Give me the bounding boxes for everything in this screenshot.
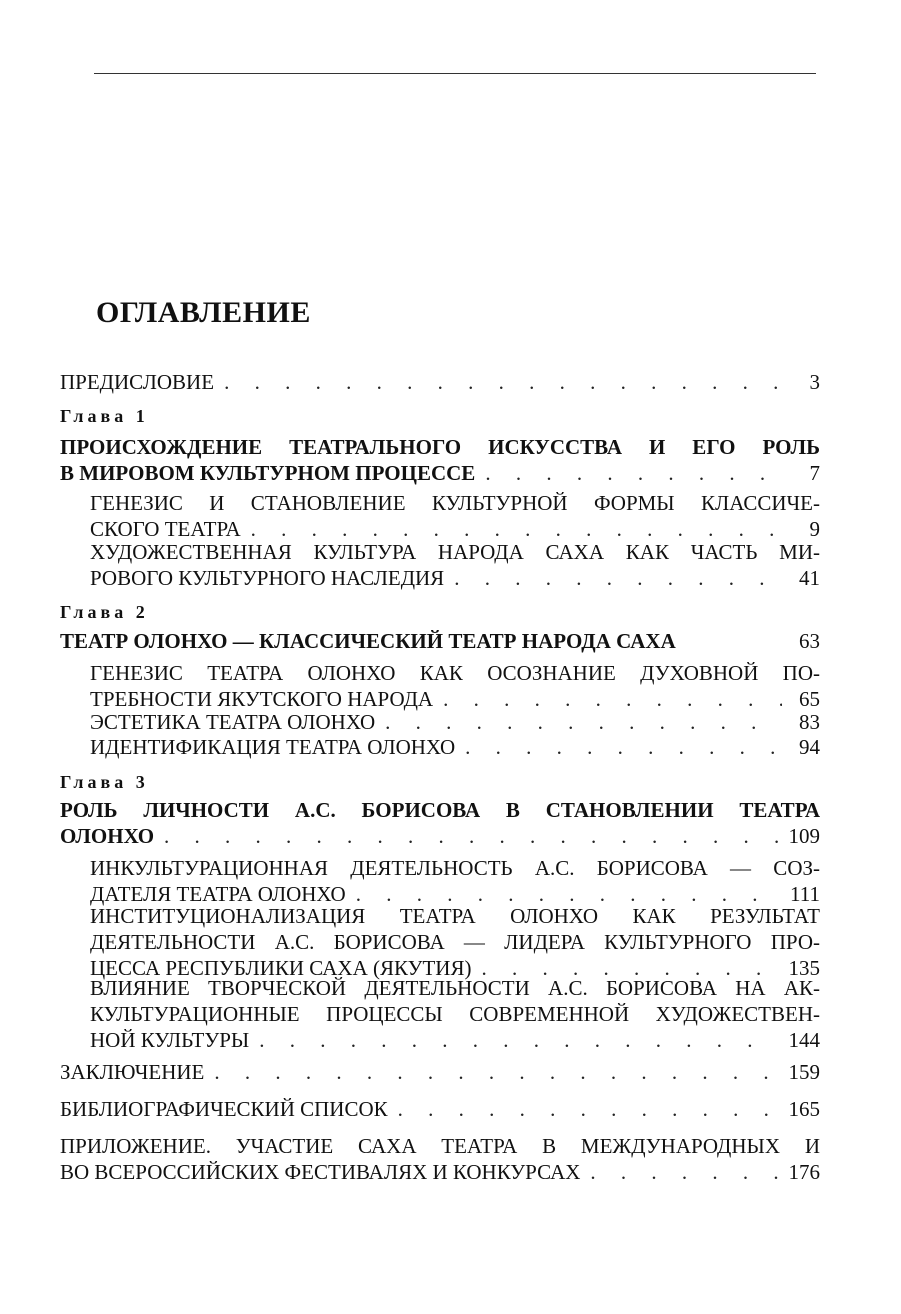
toc-page-number: 7 xyxy=(809,461,820,485)
toc-entry-title-line: РОВОГО КУЛЬТУРНОГО НАСЛЕДИЯ xyxy=(90,566,445,590)
toc-entry-bibliography[interactable] xyxy=(60,1096,820,1122)
toc-page-number: 144 xyxy=(788,1028,820,1052)
chapter-label-2: Глава 2 xyxy=(60,602,149,622)
toc-entry-title-line: КУЛЬТУРАЦИОННЫЕ ПРОЦЕССЫ СОВРЕМЕННОЙ ХУДОЖЕСТВЕН- xyxy=(90,1002,820,1026)
leader-dots xyxy=(164,823,778,849)
toc-entry-title: БИБЛИОГРАФИЧЕСКИЙ СПИСОК xyxy=(60,1097,388,1121)
toc-entry-conclusion[interactable] xyxy=(60,1059,820,1085)
toc-page-number: 3 xyxy=(809,370,820,394)
toc-entry-section-2-1[interactable] xyxy=(90,660,820,712)
leader-dots xyxy=(590,1159,778,1185)
toc-entry-section-1-1[interactable] xyxy=(90,490,820,542)
toc-entry-appendix[interactable] xyxy=(60,1133,820,1185)
toc-page-number: 159 xyxy=(788,1060,820,1084)
toc-entry-title: ЭСТЕТИКА ТЕАТРА ОЛОНХО xyxy=(90,710,376,734)
toc-entry-title-line: ПРИЛОЖЕНИЕ. УЧАСТИЕ САХА ТЕАТРА В МЕЖДУНАРОДНЫХ И xyxy=(60,1134,820,1158)
chapter-label-1: Глава 1 xyxy=(60,406,149,426)
toc-entry-title-line: НОЙ КУЛЬТУРЫ xyxy=(90,1028,250,1052)
leader-dots xyxy=(214,1059,778,1085)
toc-entry-section-1-2[interactable] xyxy=(90,539,820,591)
leader-dots xyxy=(454,565,782,591)
toc-entry-title: ТЕАТР ОЛОНХО — КЛАССИЧЕСКИЙ ТЕАТР НАРОДА САХА xyxy=(60,629,676,653)
toc-entry-title-line: ГЕНЕЗИС ТЕАТРА ОЛОНХО КАК ОСОЗНАНИЕ ДУХОВНОЙ ПО- xyxy=(90,661,820,685)
toc-page-number: 41 xyxy=(799,566,820,590)
toc-entry-chapter-1[interactable] xyxy=(60,434,820,486)
toc-entry-title-line: В МИРОВОМ КУЛЬТУРНОМ ПРОЦЕССЕ xyxy=(60,461,476,485)
leader-dots xyxy=(259,1027,778,1053)
toc-entry-title-line: ХУДОЖЕСТВЕННАЯ КУЛЬТУРА НАРОДА САХА КАК ЧАСТЬ МИ- xyxy=(90,540,820,564)
toc-entry-section-3-2[interactable] xyxy=(90,903,820,981)
toc-entry-title-line: ОЛОНХО xyxy=(60,824,155,848)
toc-entry-title-line: ТРЕБНОСТИ ЯКУТСКОГО НАРОДА xyxy=(90,687,434,711)
toc-entry-preface[interactable] xyxy=(60,369,820,395)
toc-entry-section-3-3[interactable] xyxy=(90,975,820,1053)
toc-page-number: 176 xyxy=(788,1160,820,1184)
leader-dots xyxy=(485,460,782,486)
toc-entry-title-line: ПРОИСХОЖДЕНИЕ ТЕАТРАЛЬНОГО ИСКУССТВА И ЕГО РОЛЬ xyxy=(60,435,820,459)
toc-entry-section-3-1[interactable] xyxy=(90,855,820,907)
toc-page-number: 83 xyxy=(799,710,820,734)
toc-page-number: 135 xyxy=(788,956,820,980)
toc-entry-section-2-2[interactable] xyxy=(90,709,820,735)
toc-entry-title-line: ДАТЕЛЯ ТЕАТРА ОЛОНХО xyxy=(90,882,346,906)
toc-entry-title-line: ИНСТИТУЦИОНАЛИЗАЦИЯ ТЕАТРА ОЛОНХО КАК РЕЗУЛЬТАТ xyxy=(90,904,820,928)
toc-entry-chapter-2[interactable] xyxy=(60,628,820,654)
leader-dots xyxy=(398,1096,779,1122)
toc-entry-title-line: ДЕЯТЕЛЬНОСТИ А.С. БОРИСОВА — ЛИДЕРА КУЛЬТУРНОГО ПРО- xyxy=(90,930,820,954)
toc-entry-title-line: ГЕНЕЗИС И СТАНОВЛЕНИЕ КУЛЬТУРНОЙ ФОРМЫ КЛАССИЧЕ- xyxy=(90,491,820,515)
toc-page-number: 109 xyxy=(788,824,820,848)
toc-page-number: 111 xyxy=(790,882,820,906)
leader-dots xyxy=(465,734,782,760)
toc-entry-title: ИДЕНТИФИКАЦИЯ ТЕАТРА ОЛОНХО xyxy=(90,735,456,759)
toc-entry-title-line: ЦЕССА РЕСПУБЛИКИ САХА (ЯКУТИЯ) xyxy=(90,956,472,980)
toc-entry-title: ЗАКЛЮЧЕНИЕ xyxy=(60,1060,205,1084)
leader-dots xyxy=(385,709,782,735)
toc-entry-title-line: СКОГО ТЕАТРА xyxy=(90,517,241,541)
toc-page-number: 65 xyxy=(799,687,820,711)
toc-entry-title-line: ИНКУЛЬТУРАЦИОННАЯ ДЕЯТЕЛЬНОСТЬ А.С. БОРИСОВА — СОЗ- xyxy=(90,856,820,880)
toc-entry-title: ПРЕДИСЛОВИЕ xyxy=(60,370,215,394)
toc-entry-title-line: ВЛИЯНИЕ ТВОРЧЕСКОЙ ДЕЯТЕЛЬНОСТИ А.С. БОРИСОВА НА АК- xyxy=(90,976,820,1000)
page-title: ОГЛАВЛЕНИЕ xyxy=(96,296,311,329)
toc-page-number: 94 xyxy=(799,735,820,759)
toc-entry-title-line: РОЛЬ ЛИЧНОСТИ А.С. БОРИСОВА В СТАНОВЛЕНИИ ТЕАТРА xyxy=(60,798,820,822)
chapter-label-3: Глава 3 xyxy=(60,772,149,792)
leader-dots xyxy=(224,369,782,395)
toc-entry-section-2-3[interactable] xyxy=(90,734,820,760)
toc-entry-chapter-3[interactable] xyxy=(60,797,820,849)
toc-page-number: 63 xyxy=(799,629,820,653)
toc-page-number: 9 xyxy=(809,517,820,541)
toc-page-number: 165 xyxy=(788,1097,820,1121)
toc-entry-title-line: ВО ВСЕРОССИЙСКИХ ФЕСТИВАЛЯХ И КОНКУРСАХ xyxy=(60,1160,581,1184)
